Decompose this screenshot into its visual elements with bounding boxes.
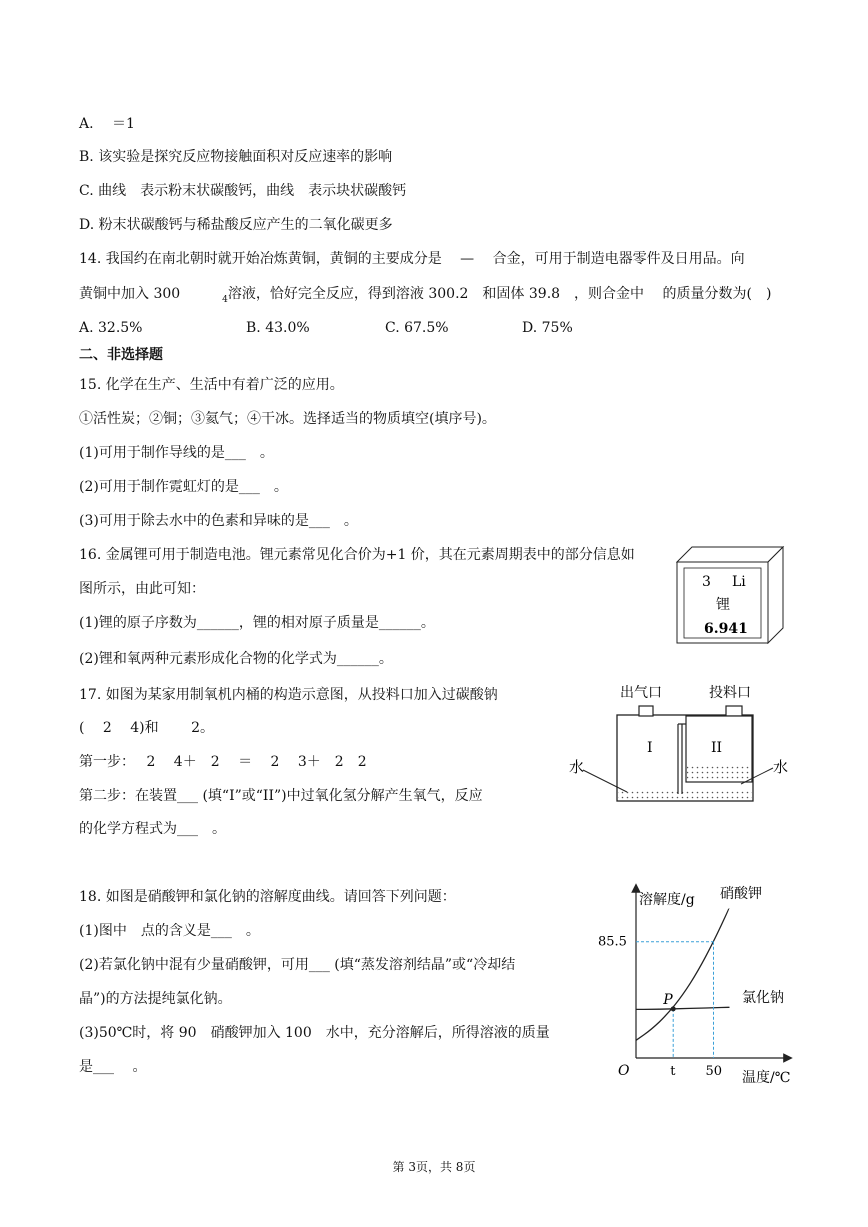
solubility-chart <box>596 882 796 1090</box>
q14-stem-line2-part1: 黄铜中加入 300 <box>79 286 223 302</box>
element-mass: 6.941 <box>704 621 748 637</box>
x-tick-label-t: t <box>670 1064 676 1079</box>
water-label-right: 水 <box>773 758 789 776</box>
page-footer: 第 3页，共 8页 <box>392 1160 476 1174</box>
series-label-sodium-chloride: 氯化钠 <box>742 990 784 1006</box>
q17-step1: 第一步： 2 4＋ 2 ＝ 2 3＋ 2 2 <box>79 754 367 770</box>
element-number: 3 <box>702 574 711 590</box>
q14-option-c: C. 67.5% <box>385 320 449 336</box>
q13-option-b: B. 该实验是探究反应物接触面积对反应速率的影响 <box>79 149 393 165</box>
oxygen-generator-figure <box>565 680 795 810</box>
q16-stem-line1: 16. 金属锂可用于制造电池。锂元素常见化合价为+1 价，其在元素周期表中的部分信息如 <box>79 547 635 563</box>
water-label-left: 水 <box>569 758 585 776</box>
container-2-label: II <box>711 740 723 756</box>
origin-label: O <box>618 1063 630 1079</box>
q15-stem: 15. 化学在生产、生活中有着广泛的应用。 <box>79 377 344 393</box>
container-1-label: I <box>647 740 653 756</box>
series-line-potassium-nitrate <box>636 908 729 1040</box>
q13-option-a: A. ＝1 <box>79 116 135 132</box>
series-label-potassium-nitrate: 硝酸钾 <box>720 886 762 902</box>
series-line-sodium-chloride <box>636 1007 729 1009</box>
outlet-label: 出气口 <box>620 685 662 701</box>
section-title-non-choice: 二、非选择题 <box>79 347 163 363</box>
y-tick-label-85-5: 85.5 <box>598 934 627 950</box>
q16-sub1: (1)锂的原子序数为______，锂的相对原子质量是______。 <box>79 615 435 631</box>
q17-step2: 第二步：在装置___ (填“I”或“II”)中过氧化氢分解产生氧气，反应 <box>79 788 483 804</box>
q15-sub1: (1)可用于制作导线的是___ 。 <box>79 445 274 461</box>
q14-stem-line1: 14. 我国约在南北朝时就开始冶炼黄铜，黄铜的主要成分是 — 合金，可用于制造电器零件及日用品。向 <box>79 251 745 267</box>
q18-sub2: (2)若氯化钠中混有少量硝酸钾，可用___ (填“蒸发溶剂结晶”或“冷却结 <box>79 957 516 973</box>
q13-option-c: C. 曲线 表示粉末状碳酸钙，曲线 表示块状碳酸钙 <box>79 183 407 199</box>
q16-stem-line2: 图所示，由此可知： <box>79 581 205 597</box>
y-axis-label: 溶解度/g <box>639 892 695 908</box>
x-axis-label: 温度/℃ <box>742 1070 791 1086</box>
q14-option-b: B. 43.0% <box>246 320 310 336</box>
q14-stem-line2 <box>79 285 771 305</box>
q17-stem-line1: 17. 如图为某家用制氧机内桶的构造示意图，从投料口加入过碳酸钠 <box>79 687 498 703</box>
lithium-element-tile <box>676 546 786 644</box>
q13-option-d: D. 粉末状碳酸钙与稀盐酸反应产生的二氧化碳更多 <box>79 217 393 233</box>
q18-sub2-cont: 晶”)的方法提纯氯化钠。 <box>79 991 232 1007</box>
q17-stem-line2: ( 2 4)和 2。 <box>79 720 214 736</box>
q14-stem-line2-part2: 溶液，恰好完全反应，得到溶液 300.2 和固体 39.8 ，则合金中 的质量分数为( ) <box>227 286 772 302</box>
intersection-point-label: P <box>663 991 673 1008</box>
q16-sub2: (2)锂和氧两种元素形成化合物的化学式为______。 <box>79 651 393 667</box>
q17-step2-cont: 的化学方程式为___ 。 <box>79 821 226 837</box>
inlet-label: 投料口 <box>709 685 751 701</box>
element-name: 锂 <box>716 597 730 613</box>
q18-sub3-cont: 是___ 。 <box>79 1059 147 1075</box>
q14-option-d: D. 75% <box>522 320 573 336</box>
q18-sub3: (3)50℃时，将 90 硝酸钾加入 100 水中，充分溶解后，所得溶液的质量 <box>79 1025 550 1041</box>
q15-options: ①活性炭；②铜；③氦气；④干冰。选择适当的物质填空(填序号)。 <box>79 411 496 427</box>
q18-sub1: (1)图中 点的含义是___ 。 <box>79 923 260 939</box>
element-symbol: Li <box>732 574 746 590</box>
q14-subscript: 4 <box>222 295 228 305</box>
q15-sub3: (3)可用于除去水中的色素和异味的是___ 。 <box>79 513 358 529</box>
q15-sub2: (2)可用于制作霓虹灯的是___ 。 <box>79 479 288 495</box>
x-tick-label-50: 50 <box>705 1064 723 1079</box>
q18-stem: 18. 如图是硝酸钾和氯化钠的溶解度曲线。请回答下列问题： <box>79 889 456 905</box>
q14-option-a: A. 32.5% <box>79 320 143 336</box>
